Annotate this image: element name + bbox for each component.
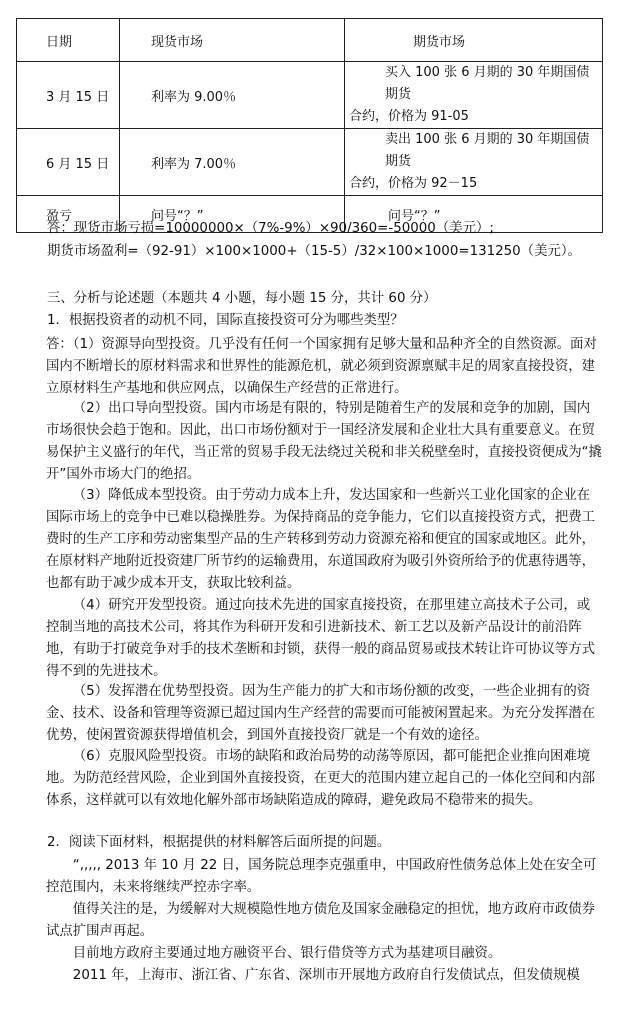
table-row bbox=[17, 62, 603, 129]
answer-spot-loss: 答：现货市场亏损=10000000×（7%-9%）×90/360=-50000（美元）; bbox=[47, 221, 494, 236]
futures-line: 合约，价格为 91-05 bbox=[349, 109, 469, 124]
question-1: 1．根据投资者的动机不同，国际直接投资可分为哪些类型？ bbox=[47, 313, 404, 328]
answer-paragraph-1: 答：（1）资源导向型投资。几乎没有任何一个国家拥有足够大量和品种齐全的自然资源。面对国内不断增长的原材料需求和世界性的能源危机，就必须到资源禀赋丰足的周家直接投资，建立原材料生产基地和供应网点，以确保生产经营的正常进行。 bbox=[46, 337, 597, 396]
row-futures: 问号“？” bbox=[345, 196, 603, 233]
section-title: 三、分析与论述题（本题共 4 小题，每小题 15 分，共计 60 分） bbox=[47, 291, 437, 306]
futures-line: 买入 100 张 6 月期的 30 年期国债期货 bbox=[385, 65, 590, 102]
answer-paragraph-3: （3）降低成本型投资。由于劳动力成本上升，发达国家和一些新兴工业化国家的企业在国际市场上的竞争中已难以稳操胜券。为保持商品的竞争能力，它们以直接投资方式，把费工费时的生产工序和劳动密集型产品的生产转移到劳动力资源充裕和便宜的国家或地区。此外，在原材料产地附近投资建厂所节约的运输费用，东道国政府为吸引外资所给予的优惠待遇等，也都有助于减少成本开支，获取比较利益。 bbox=[46, 488, 596, 591]
row-futures bbox=[345, 129, 603, 196]
row-date: 3 月 15 日 bbox=[17, 62, 120, 129]
answer-futures-gain: 期货市场盈利=（92-91）×100×1000+（15-5）/32×100×1000=131250（美元）。 bbox=[47, 244, 581, 259]
question-2: 2．阅读下面材料，根据提供的材料解答后面所提的问题。 bbox=[47, 835, 391, 850]
table-row bbox=[17, 129, 603, 196]
header-spot-market: 现货市场 bbox=[120, 19, 345, 62]
hedging-table bbox=[16, 18, 603, 233]
row-spot: 利率为 9.00％ bbox=[120, 62, 345, 129]
material-paragraph-3: 目前地方政府主要通过地方融资平台、银行借贷等方式为基建项目融资。 bbox=[72, 946, 502, 961]
table-header-row bbox=[17, 19, 603, 62]
header-futures-market: 期货市场 bbox=[345, 19, 603, 62]
material-paragraph-4: 2011 年，上海市、浙江省、广东省、深圳市开展地方政府自行发债试点，但发债规模 bbox=[72, 968, 580, 983]
row-spot: 利率为 7.00％ bbox=[120, 129, 345, 196]
answer-paragraph-6: （6）克服风险型投资。市场的缺陷和政治局势的动荡等原因，都可能把企业推向困难境地。为防范经营风险，企业到国外直接投资，在更大的范围内建立起自己的一体化空间和内部体系，这样就可以有效地化解外部市场缺陷造成的障碍，避免政局不稳带来的损失。 bbox=[46, 749, 596, 808]
row-date: 6 月 15 日 bbox=[17, 129, 120, 196]
row-date: 盈亏 bbox=[17, 196, 120, 233]
material-paragraph-1: “,,,,, 2013 年 10 月 22 日，国务院总理李克强重申，中国政府性债务总体上处在安全可控范围内，未来将继续严控赤字率。 bbox=[46, 858, 597, 895]
answer-paragraph-2: （2）出口导向型投资。国内市场是有限的，特别是随着生产的发展和竞争的加剧，国内市场很快会趋于饱和。因此，出口市场份额对于一国经济发展和企业壮大具有重要意义。在贸易保护主义盛行的年代，当正常的贸易手段无法绕过关税和非关税壁垒时，直接投资便成为“撬开”国外市场大门的绝招。 bbox=[46, 401, 602, 482]
futures-line: 合约，价格为 92－15 bbox=[349, 176, 478, 191]
row-spot: 问号“？” bbox=[120, 196, 345, 233]
header-date: 日期 bbox=[17, 19, 120, 62]
futures-line: 卖出 100 张 6 月期的 30 年期国债期货 bbox=[385, 132, 590, 169]
answer-paragraph-4: （4）研究开发型投资。通过向技术先进的国家直接投资，在那里建立高技术子公司，或控制当地的高技术公司，将其作为科研开发和引进新技术、新工艺以及新产品设计的前沿阵地，有助于打破竞争对手的技术垄断和封锁，获得一般的商品贸易或技术转让许可协议等方式得不到的先进技术。 bbox=[46, 598, 596, 679]
material-paragraph-2: 值得关注的是，为缓解对大规模隐性地方债危及国家金融稳定的担忧，地方政府市政债券试点扩围声再起。 bbox=[46, 902, 596, 939]
row-futures bbox=[345, 62, 603, 129]
answer-paragraph-5: （5）发挥潜在优势型投资。因为生产能力的扩大和市场份额的改变，一些企业拥有的资金、技术、设备和管理等资源已超过国内生产经营的需要而可能被闲置起来。为充分发挥潜在优势，使闲置资源获得增值机会，到国外直接投资厂就是一个有效的途径。 bbox=[46, 684, 596, 743]
